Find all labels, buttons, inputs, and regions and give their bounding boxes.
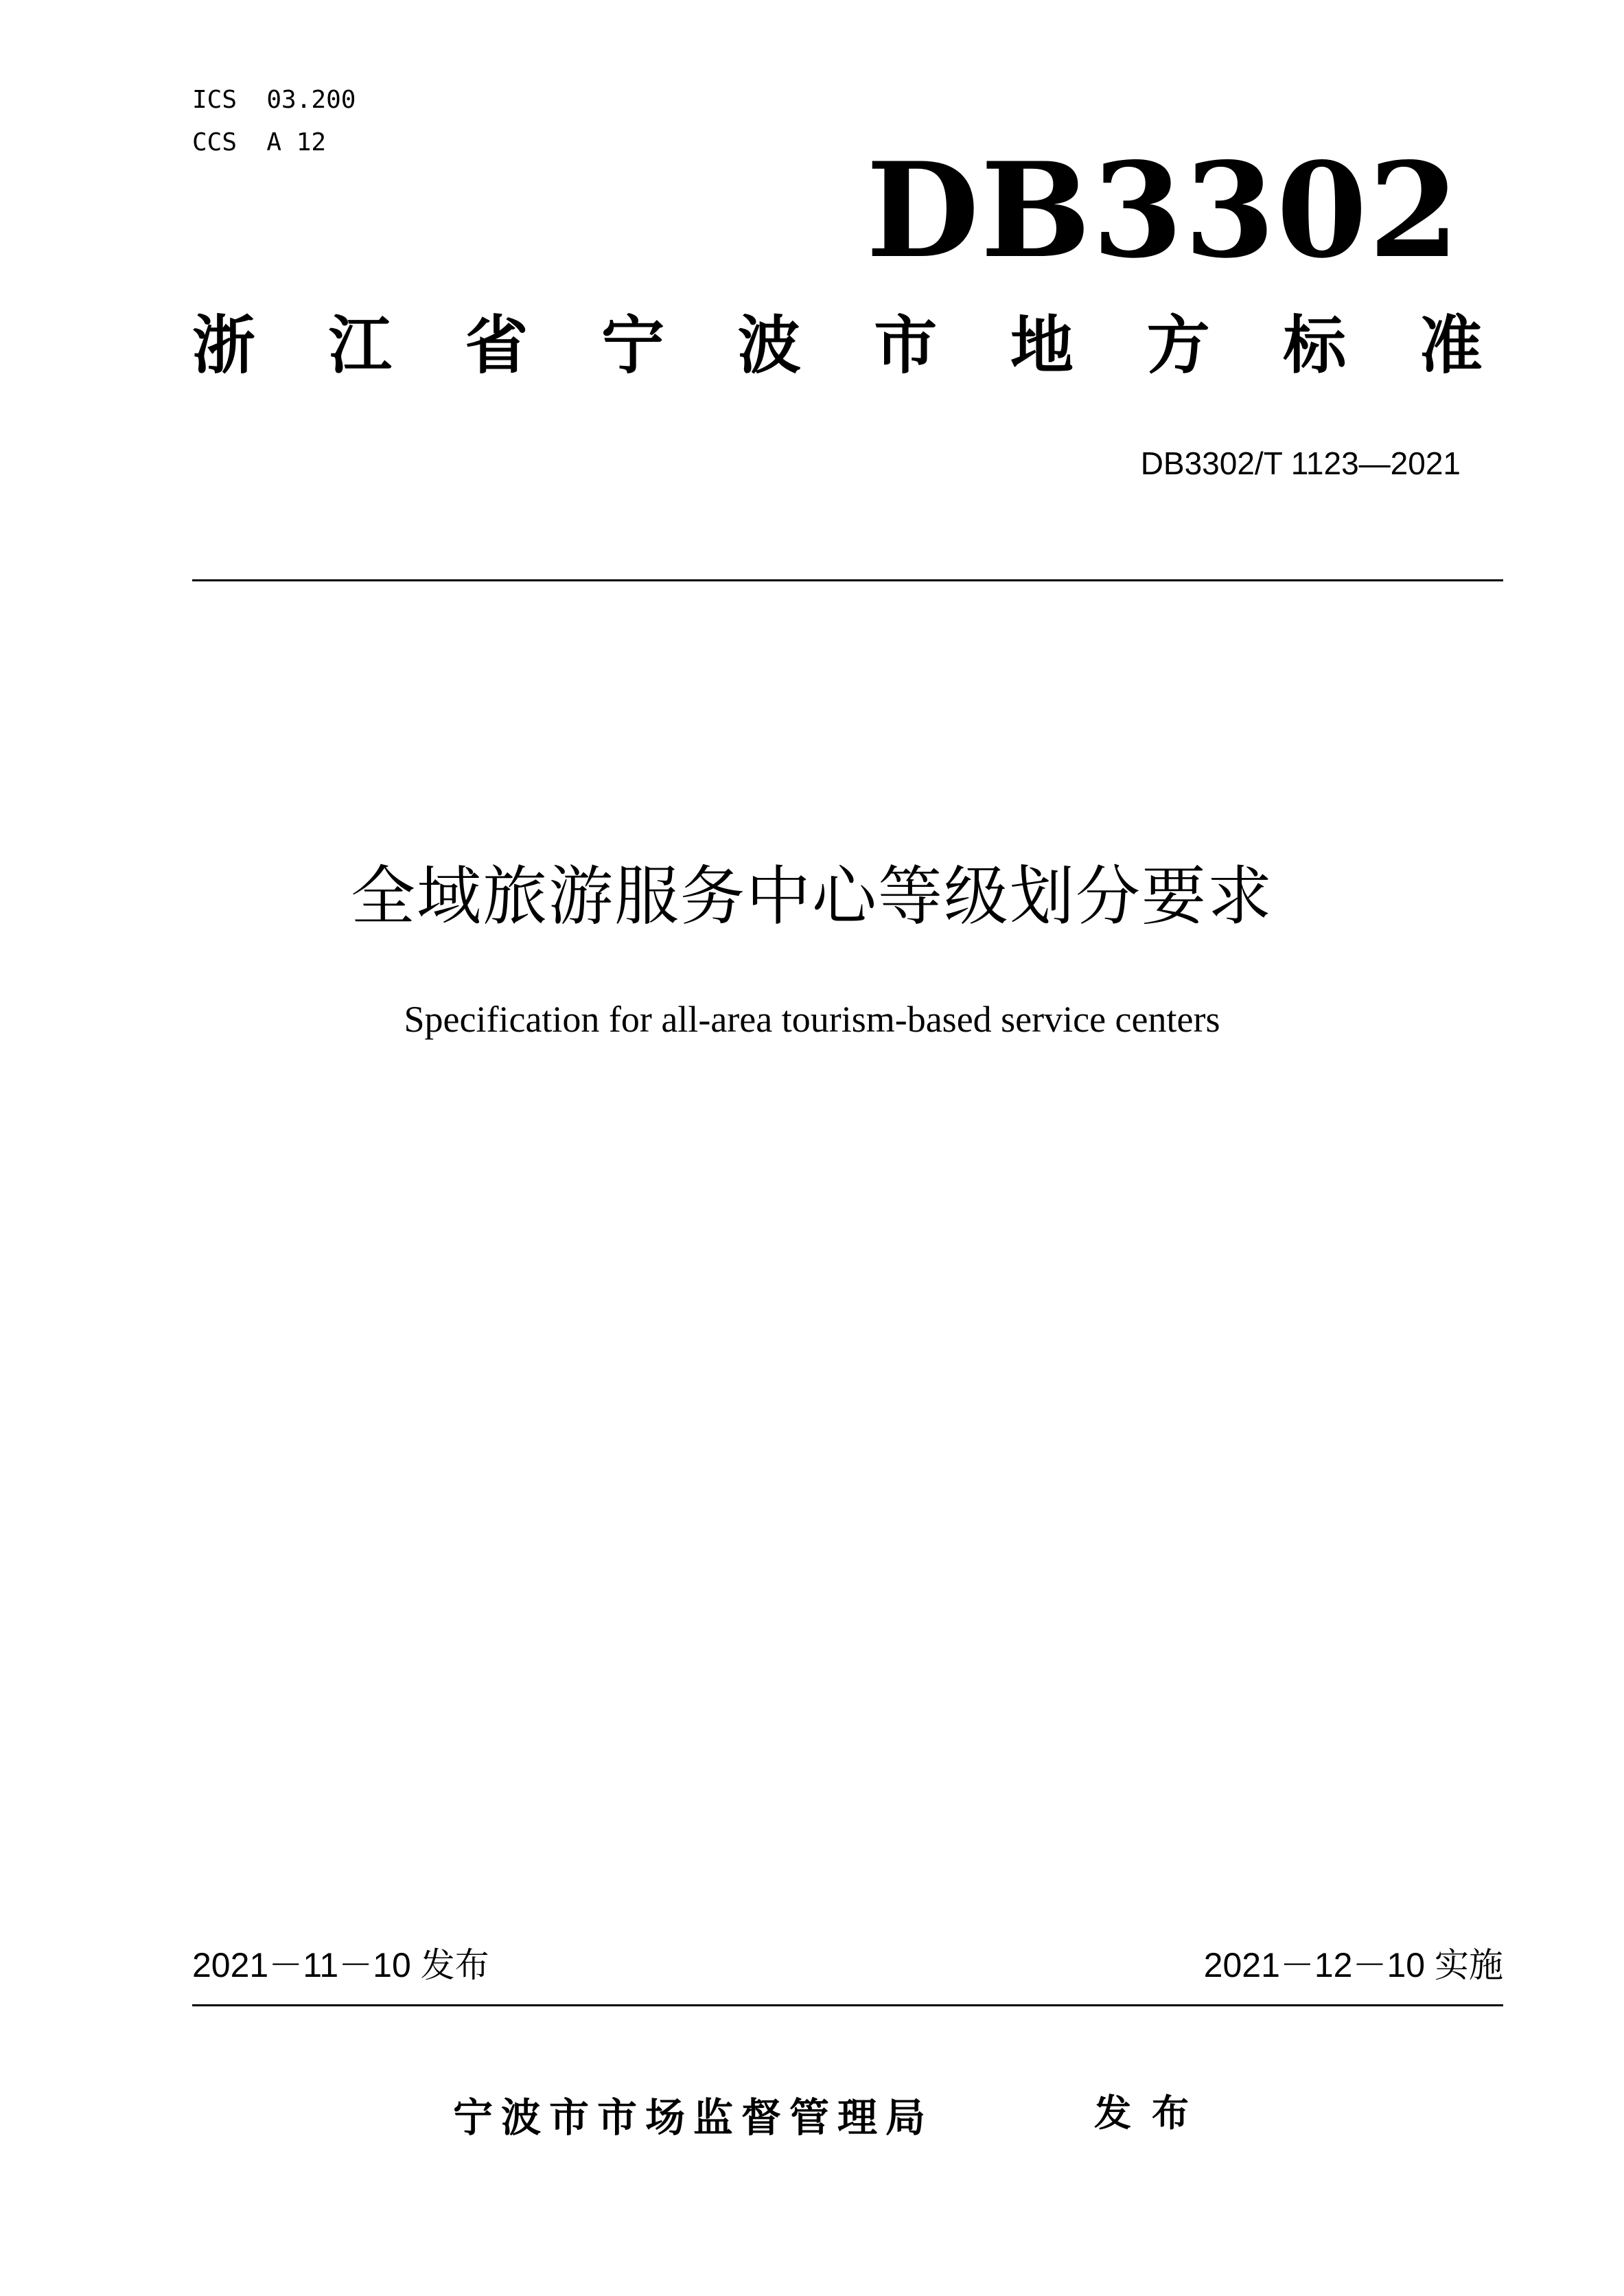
issuing-authority: 宁波市市场监督管理局	[453, 2094, 934, 2141]
standard-code-mark: DB3302	[866, 134, 1461, 287]
document-title-en: Specification for all-area tourism-based service centers	[404, 999, 1220, 1040]
standard-type-char: 准	[1419, 309, 1483, 382]
standard-type-char: 波	[737, 309, 801, 382]
document-title-zh: 全域旅游服务中心等级划分要求	[350, 859, 1273, 934]
standard-type-char: 标	[1283, 309, 1347, 382]
standard-type-char: 地	[1010, 309, 1074, 382]
standard-type-heading	[192, 309, 1483, 382]
standard-type-char: 宁	[601, 309, 664, 382]
standard-type-char: 省	[465, 309, 529, 382]
standard-type-char: 方	[1146, 309, 1210, 382]
standard-number: DB3302/T 1123—2021	[1140, 445, 1461, 481]
footer-divider	[192, 2004, 1503, 2006]
standard-type-char: 市	[874, 309, 938, 382]
standard-type-char: 浙	[192, 309, 256, 382]
ccs-code: CCS A 12	[192, 128, 327, 156]
standard-type-char: 江	[328, 309, 392, 382]
header-divider	[192, 579, 1503, 581]
ics-code: ICS 03.200	[192, 86, 356, 114]
implementation-date: 2021－12－10 实施	[1203, 1946, 1503, 1984]
issue-label: 发布	[1094, 2091, 1209, 2135]
issue-date: 2021－11－10 发布	[192, 1946, 489, 1984]
